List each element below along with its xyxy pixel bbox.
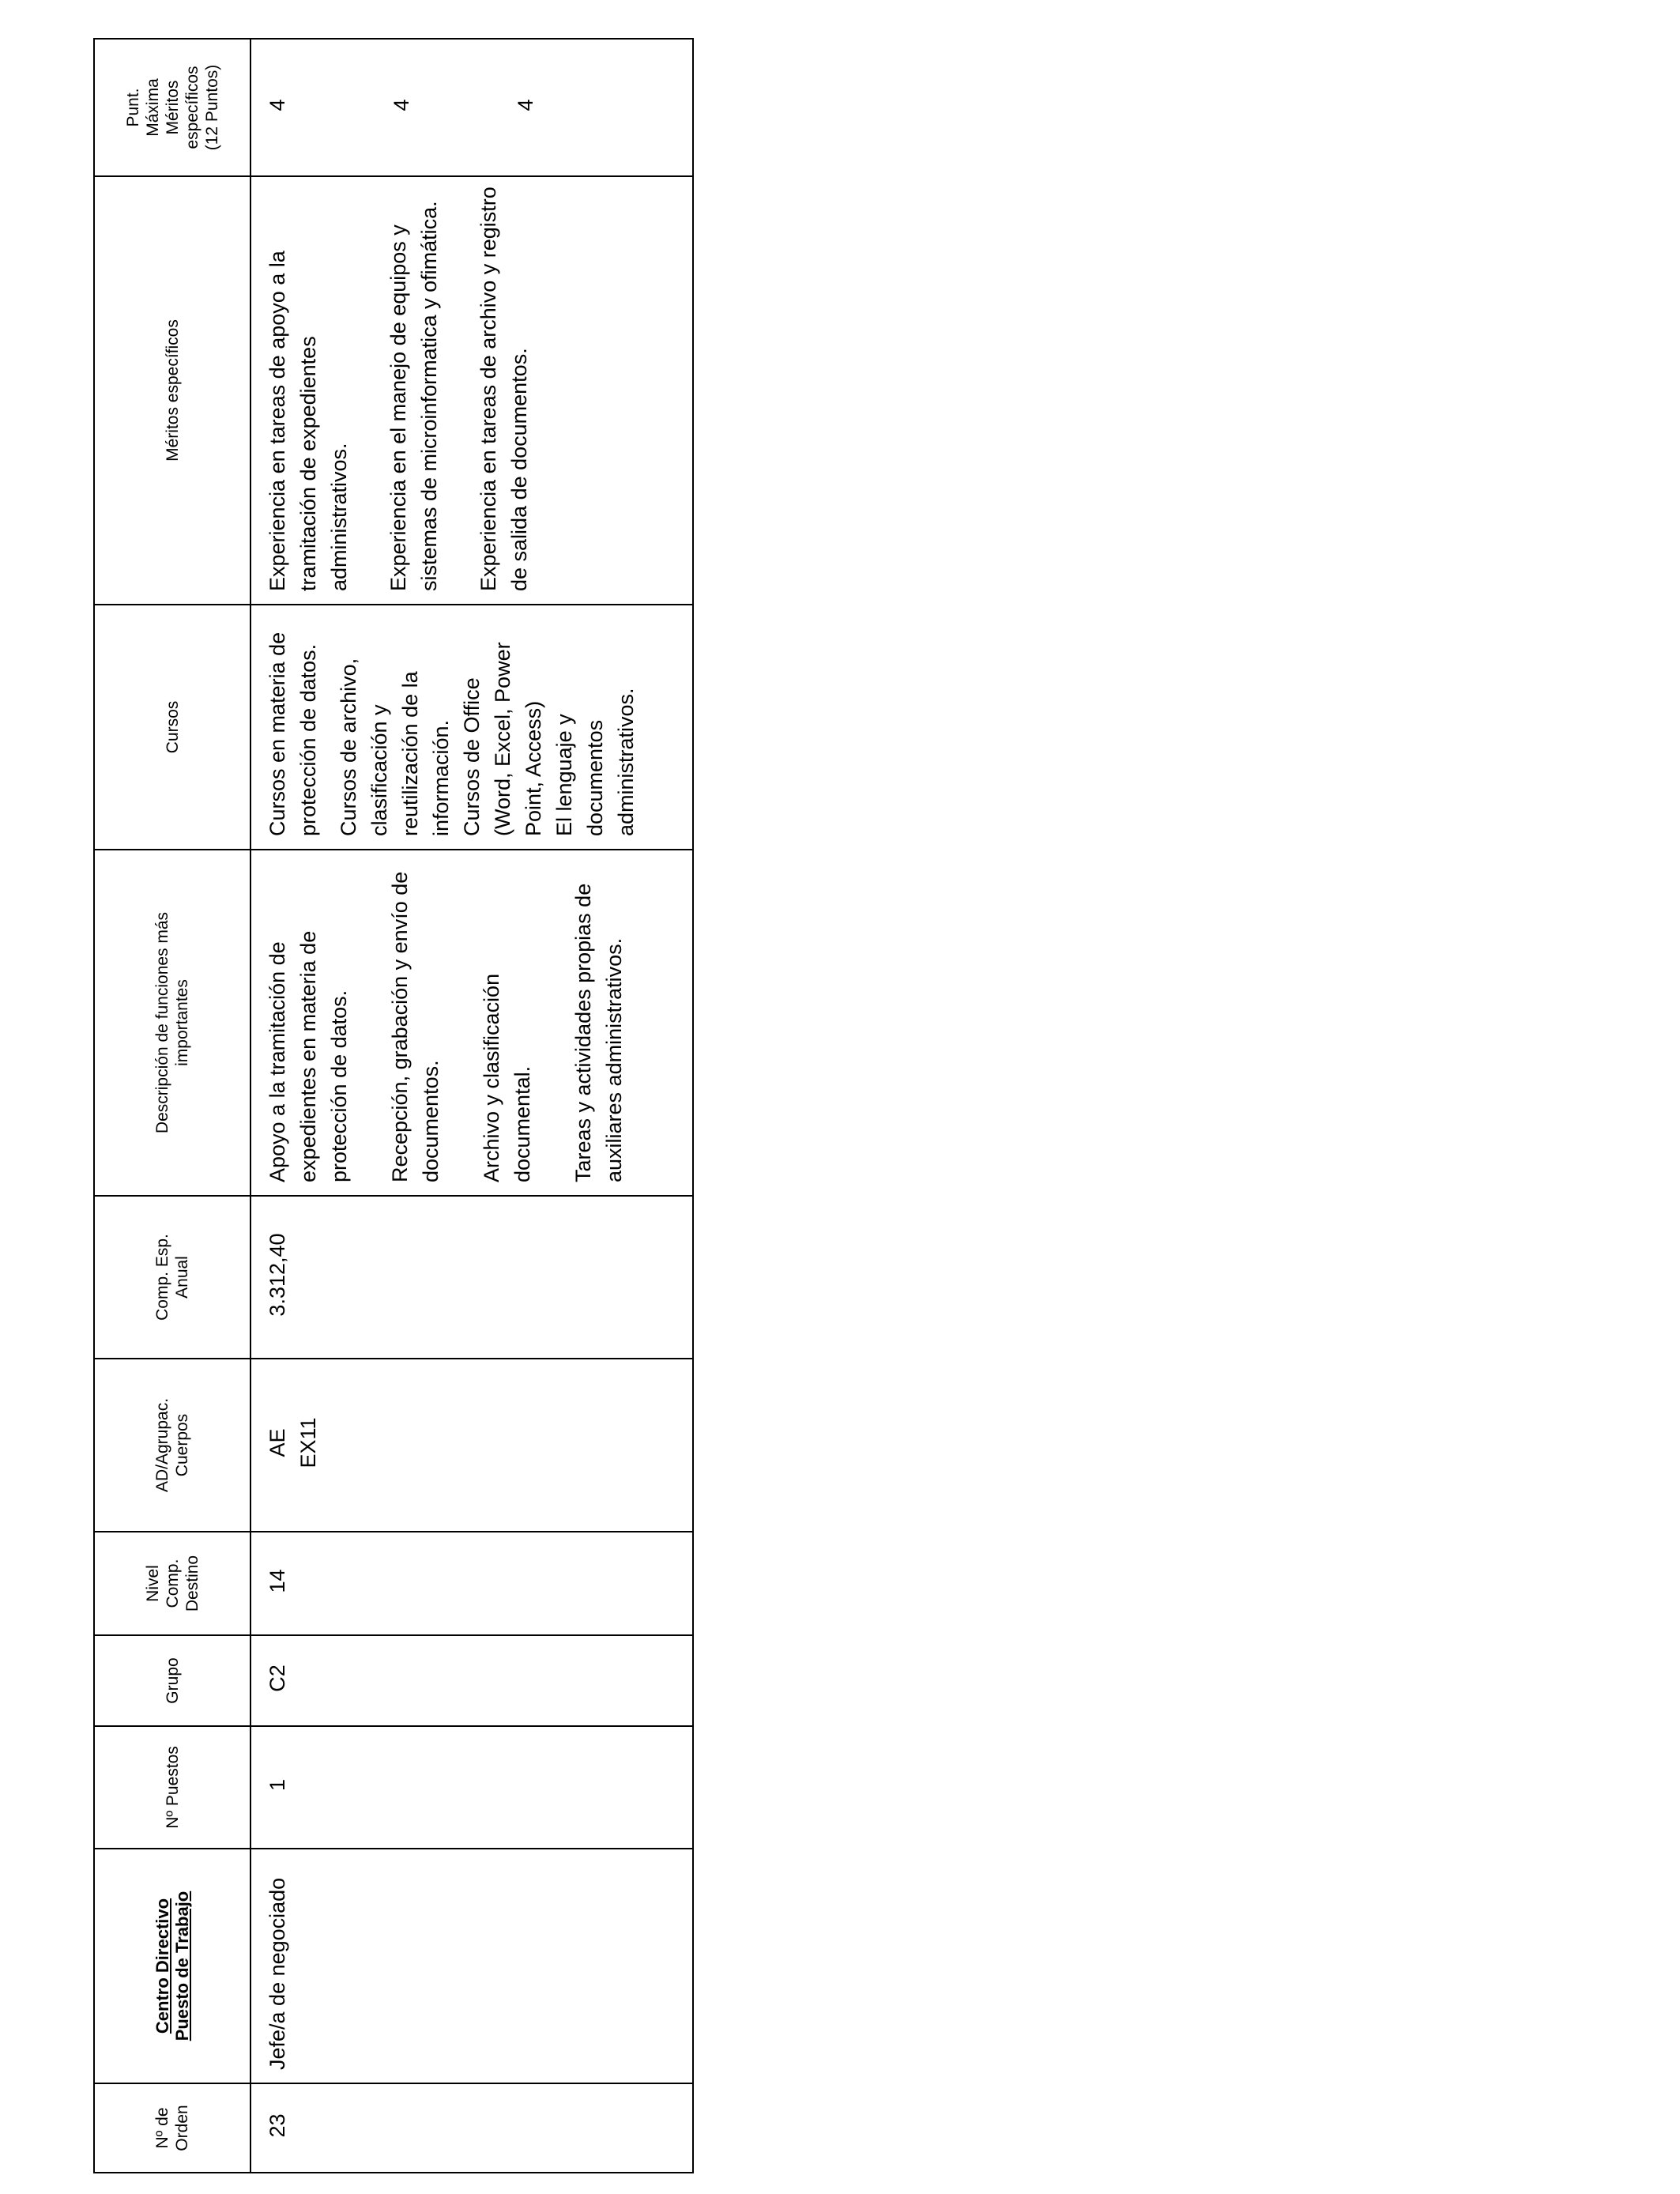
cell-nivel: 14 [250, 1532, 693, 1635]
header-nivel: Nivel Comp. Destino [94, 1532, 250, 1635]
header-cursos: Cursos [94, 605, 250, 850]
cell-comp: 3.312,40 [250, 1196, 693, 1359]
cell-orden: 23 [250, 2083, 693, 2173]
header-punt: Punt. Máxima Méritos específicos (12 Puntos) [94, 39, 250, 176]
header-comp: Comp. Esp. Anual [94, 1196, 250, 1359]
funcion-item: Recepción, grabación y envío de documentos. [388, 871, 443, 1182]
funcion-item: Apoyo a la tramitación de expedientes en materia de protección de datos. [266, 930, 351, 1182]
puntos-value: 4 [390, 99, 413, 111]
funcion-item: Tareas y actividades propias de auxiliares administrativos. [571, 883, 626, 1182]
job-positions-table [93, 38, 694, 2173]
curso-item: Cursos en materia de protección de datos. [266, 631, 320, 836]
cell-meritos [250, 176, 693, 605]
puntos-value: 4 [266, 99, 289, 111]
puntos-value: 4 [514, 99, 537, 111]
rotated-table-container [93, 40, 694, 2173]
header-funciones: Descripción de funciones más importantes [94, 850, 250, 1196]
header-orden: Nº de Orden [94, 2083, 250, 2173]
table-row [250, 39, 693, 2173]
merito-item: Experiencia en tareas de apoyo a la tramitación de expedientes administrativos. [266, 251, 351, 591]
cell-puesto: Jefe/a de negociado [250, 1849, 693, 2083]
header-centro: Centro Directivo Puesto de Trabajo [94, 1849, 250, 2083]
funcion-item: Archivo y clasificación documental. [480, 973, 534, 1182]
header-row [94, 39, 250, 2173]
cell-cursos [250, 605, 693, 850]
merito-item: Experiencia en tareas de archivo y registro de salida de documentos. [477, 187, 531, 591]
header-meritos: Méritos específicos [94, 176, 250, 605]
cell-puestos: 1 [250, 1726, 693, 1849]
merito-item: Experiencia en el manejo de equipos y sistemas de microinformatica y ofimática. [386, 201, 441, 591]
header-grupo: Grupo [94, 1635, 250, 1726]
cell-puntos [250, 39, 693, 176]
header-ad: AD/Agrupac. Cuerpos [94, 1359, 250, 1532]
curso-item: Cursos de Office (Word, Excel, Power Point, Access) [460, 642, 545, 836]
cell-ad: AE EX11 [250, 1359, 693, 1532]
header-puestos: Nº Puestos [94, 1726, 250, 1849]
curso-item: Cursos de archivo, clasificación y reutilización de la información. [337, 658, 453, 836]
curso-item: El lenguaje y documentos administrativos. [552, 688, 638, 836]
cell-funciones [250, 850, 693, 1196]
cell-grupo: C2 [250, 1635, 693, 1726]
